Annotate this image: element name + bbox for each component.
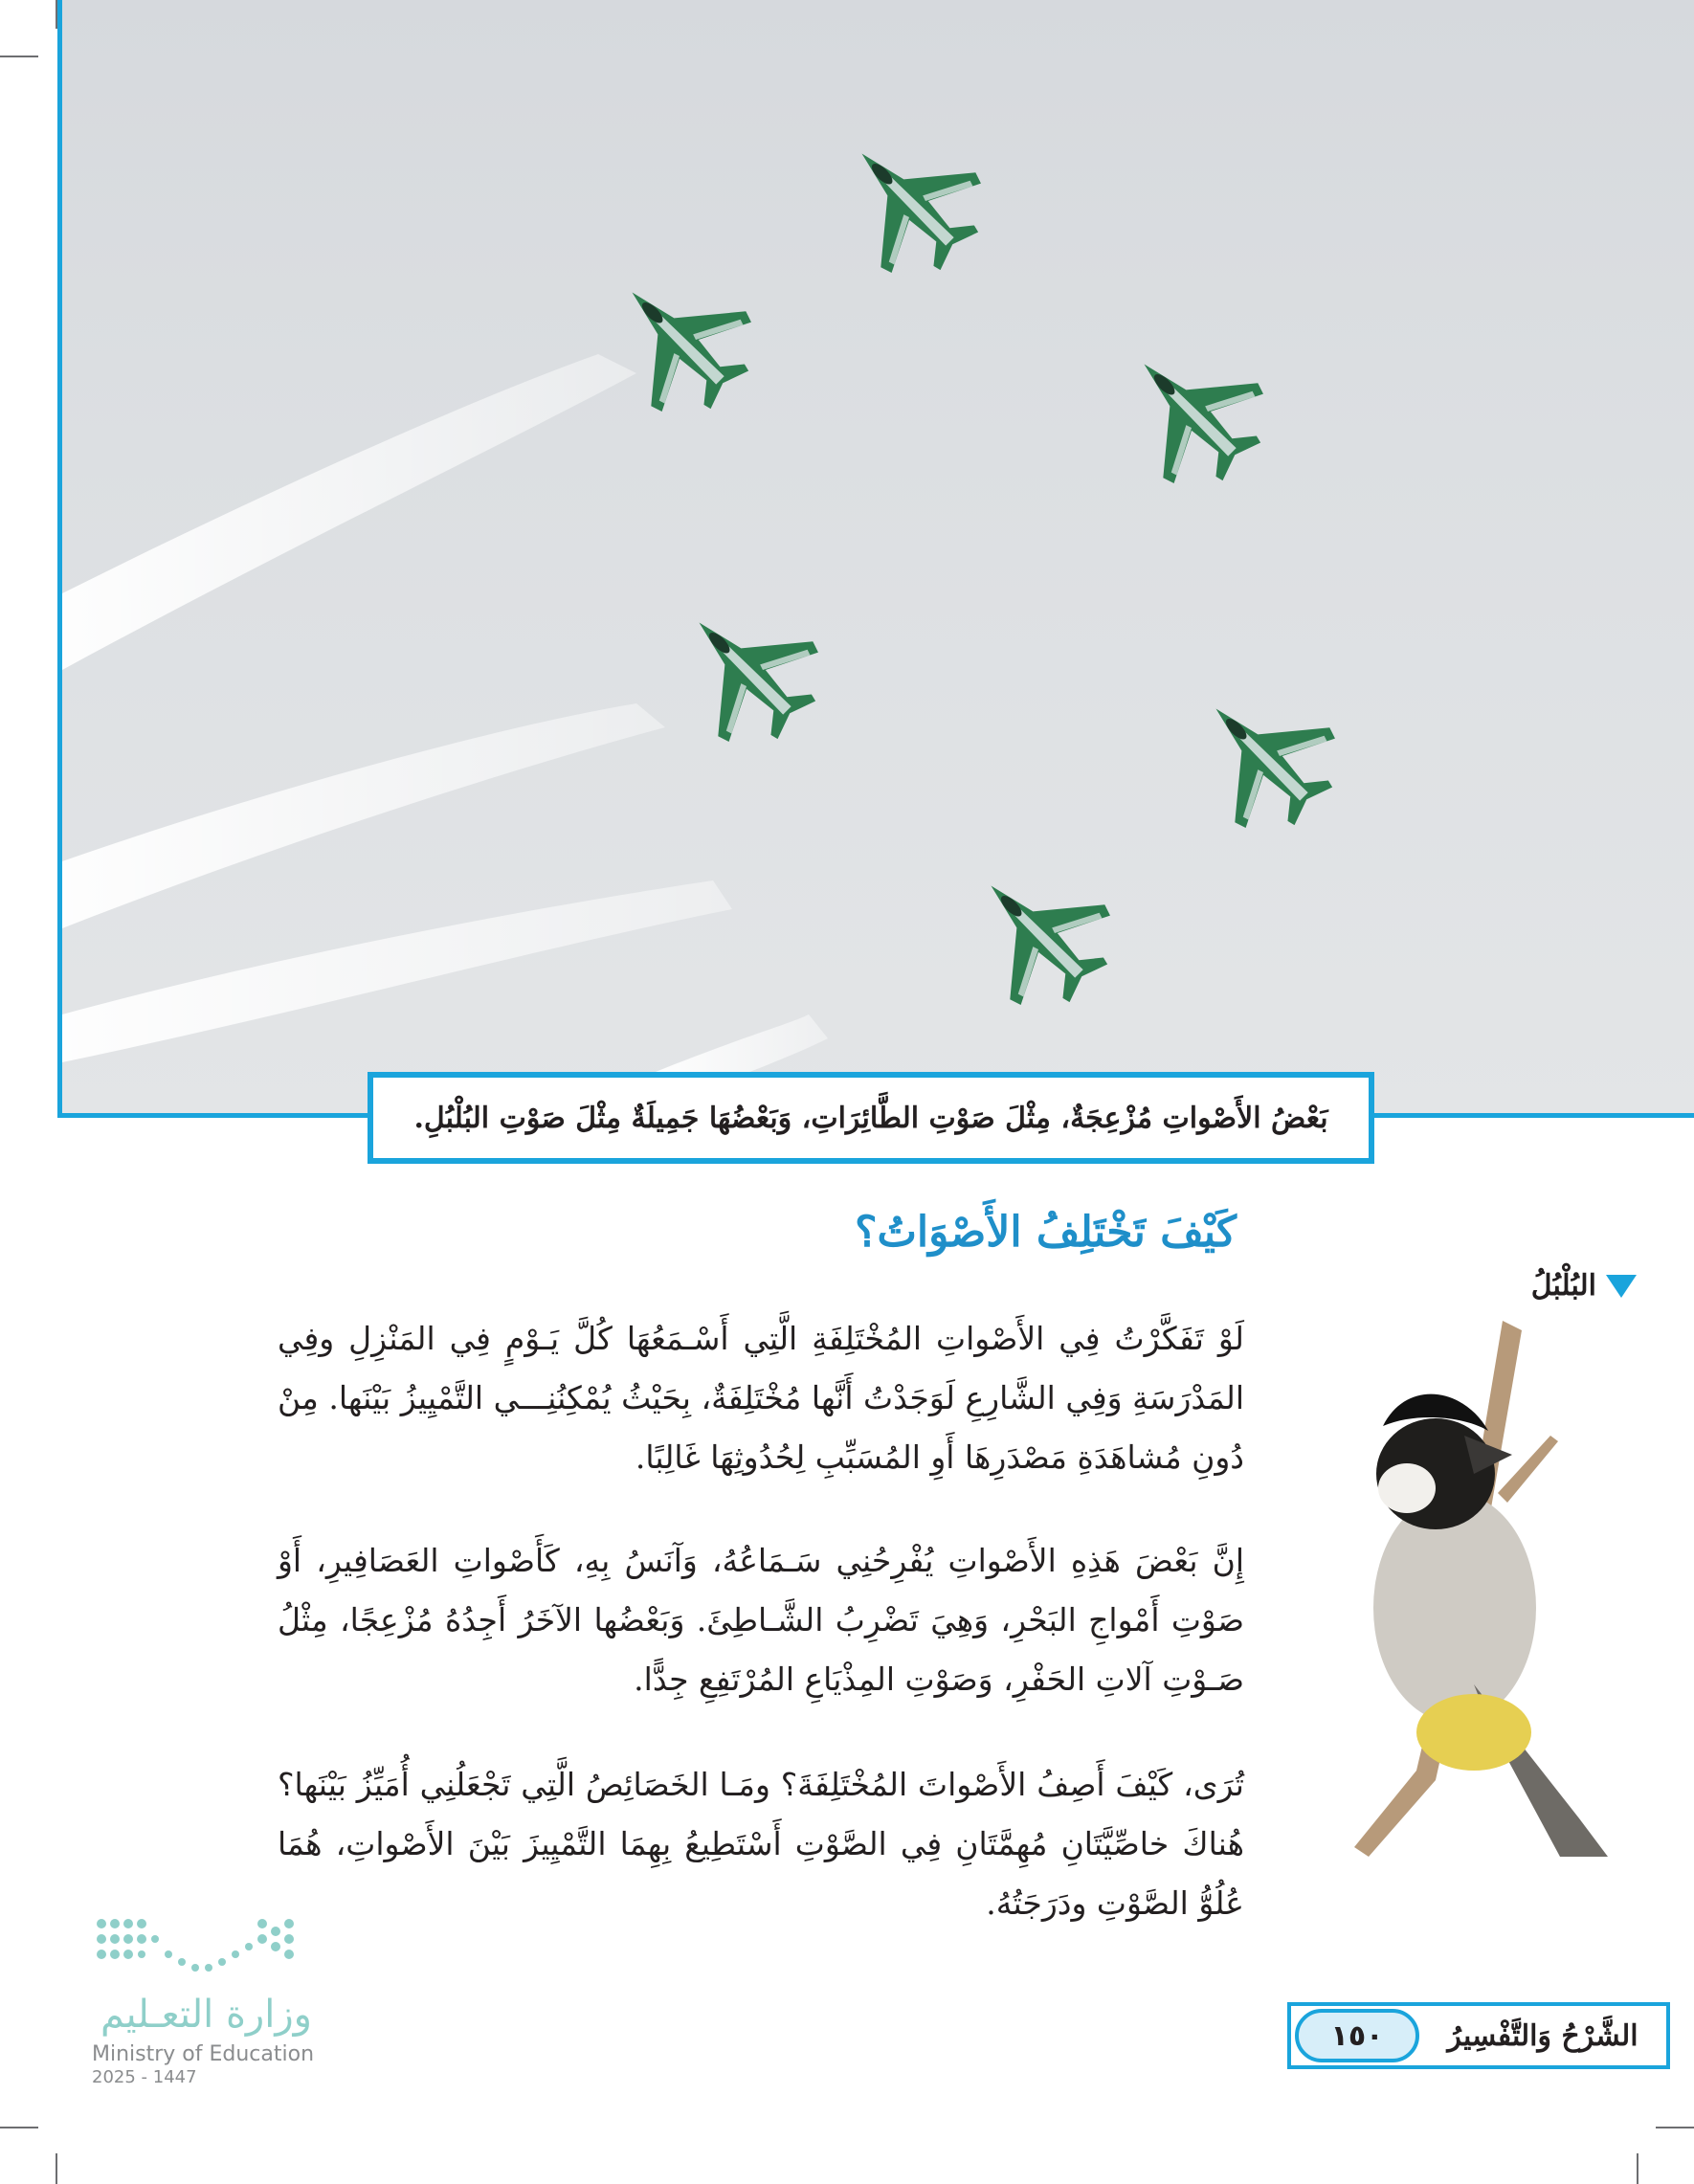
crop-mark — [1637, 2153, 1638, 2184]
jets-illustration — [62, 0, 1694, 1118]
triangle-icon — [1606, 1275, 1637, 1298]
crop-mark — [56, 2153, 57, 2184]
section-heading: كَيْفَ تَخْتَلِفُ الأَصْوَاتُ؟ — [855, 1208, 1237, 1257]
crop-mark — [1656, 2127, 1694, 2128]
jet — [944, 838, 1136, 1031]
bird-label-text: البُلْبُلُ — [1530, 1269, 1596, 1303]
smoke-trail — [62, 354, 636, 670]
section-title: الشَّرْحُ وَالتَّفْسِيرُ — [1447, 2018, 1638, 2053]
ministry-name-ar: وزارة التعـليم — [100, 1993, 312, 2037]
jet — [814, 106, 1007, 299]
smoke-trail — [62, 880, 732, 1062]
crop-mark — [0, 56, 38, 57]
photo-caption: بَعْضُ الأَصْواتِ مُزْعِجَةٌ، مِثْلَ صَوْتِ الطَّائِرَاتِ، وَبَعْضُهَا جَمِيلَةٌ مِثْلَ صَوْتِ البُلْبُلِ. — [368, 1072, 1374, 1164]
jets-photo — [57, 0, 1694, 1118]
paragraph: لَوْ تَفَكَّرْتُ فِي الأَصْواتِ المُخْتَلِفَةِ الَّتِي أَسْـمَعُهَا كُلَّ يَـوْمٍ فِي المَنْزِلِ وفِي المَدْرَسَةِ وَفِي الشَّارِعِ لَوَجَدْتُ أَنَّها مُخْتَلِفَةٌ، بِحَيْثُ يُمْكِنُنِـــي التَّمْيِيزُ بَيْنَها. مِنْ دُونِ مُشاهَدَةِ مَصْدَرِهَا أَوِ المُسَبِّبِ لِحُدُوثِهَا غَالِبًا. — [278, 1320, 1244, 1476]
ministry-logo — [92, 1914, 322, 2087]
crop-mark — [0, 2127, 38, 2128]
jet — [652, 575, 844, 768]
jet — [1169, 661, 1361, 854]
bulbul-bird-image — [1330, 1321, 1637, 1857]
page-number: ١٥٠ — [1295, 2009, 1419, 2062]
jet — [1097, 317, 1289, 509]
smoke-trail — [62, 703, 665, 928]
paragraph: إِنَّ بَعْضَ هَذِهِ الأَصْواتِ يُفْرِحُنِي سَـمَاعُهُ، وَآنَسُ بِهِ، كَأَصْواتِ العَصَافِيرِ، أَوْ صَوْتِ أَمْواجِ البَحْرِ، وَهِيَ تَضْرِبُ الشَّـاطِئَ. وَبَعْضُها الآخَرُ أَجِدُهُ مُزْعِجًا، مِثْلُ صَـوْتِ آلاتِ الحَفْرِ، وَصَوْتِ المِذْيَاعِ المُرْتَفِعِ جِدًّا. — [278, 1542, 1244, 1698]
ministry-year: 2025 - 1447 — [92, 2067, 197, 2087]
jet — [585, 245, 777, 437]
bird-label — [1531, 1269, 1637, 1303]
paragraph: تُرَى، كَيْفَ أَصِفُ الأَصْواتَ المُخْتَلِفَةَ؟ ومَـا الخَصَائِصُ الَّتِي تَجْعَلُنِي أُمَيِّزُ بَيْنَها؟ هُناكَ خاصِّيَّتَانِ مُهِمَّتَانِ فِي الصَّوْتِ أَسْتَطِيعُ بِهِمَا التَّمْيِيزَ بَيْنَ الأَصْواتِ، هُمَا عُلُوُّ الصَّوْتِ ودَرَجَتُهُ. — [278, 1766, 1244, 1922]
logo-dots-icon — [92, 1914, 302, 1991]
page-footer — [1287, 2002, 1670, 2069]
ministry-name-en: Ministry of Education — [92, 2042, 315, 2066]
